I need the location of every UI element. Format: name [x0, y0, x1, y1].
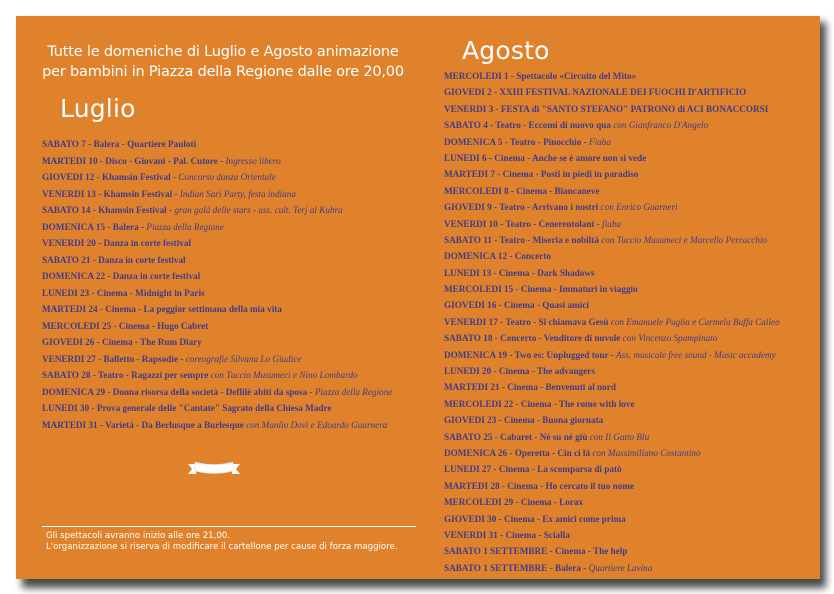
event-item	[444, 281, 814, 297]
event-item	[444, 248, 814, 264]
event-text: MERCOLEDI 29 - Cinema - Lorax	[444, 497, 584, 508]
event-text: SABATO 7 - Balera - Quartiere Pauloti	[42, 139, 197, 149]
event-text: VENERDI 13 - Khamsin Festival -	[42, 188, 180, 199]
event-item	[444, 117, 814, 133]
event-item	[444, 412, 814, 428]
event-item	[444, 199, 814, 215]
event-note: con Massimiliano Costantino	[592, 447, 701, 458]
agosto-heading: Agosto	[462, 36, 550, 65]
event-text: DOMENICA 22 - Danza in corte festival	[42, 271, 201, 281]
event-note: Piazza della Regione	[314, 386, 393, 397]
event-text: SABATO 21 - Danza in corte festival	[42, 254, 186, 265]
event-item	[444, 396, 814, 412]
event-text: MARTEDI 24 - Cinema - La peggior settimana della mia vita	[42, 304, 282, 314]
agosto-event-list	[444, 68, 814, 576]
event-text: VENERDI 27 - Balletto - Rapsodie -	[42, 353, 186, 364]
event-note: Piazza della Regione	[146, 221, 224, 232]
event-text: MERCOLEDI 8 - Cinema - Biancaneve	[444, 185, 600, 196]
event-item	[444, 330, 814, 346]
event-text: MARTEDI 28 - Cinema - Ho cercato il tuo nome	[444, 480, 635, 491]
event-text: VENERDI 10 - Teatro - Cenerentolant -	[444, 218, 603, 229]
event-item	[444, 232, 814, 248]
event-note: con Gianfranco D'Angelo	[613, 120, 709, 131]
program-page	[16, 16, 820, 579]
footer-divider	[42, 526, 416, 527]
event-item	[444, 527, 814, 543]
event-text: MARTEDI 31 - Varietà - Da Berlusque a Burlesque	[42, 419, 247, 430]
event-text: SABATO 1 SETTEMBRE - Cinema - The help	[444, 546, 628, 557]
event-item	[444, 150, 814, 166]
event-text: VENERDI 17 - Teatro - Si chiamava Gesù	[444, 316, 611, 327]
luglio-event-list	[42, 136, 412, 433]
intro-text	[42, 42, 404, 82]
event-text: VENERDI 3 - FESTA di "SANTO STEFANO" PATRONO di ACI BONACCORSI	[444, 103, 769, 114]
event-note: Ass. musicale free sound - Music accademy	[616, 349, 776, 360]
ribbon-ornament	[186, 458, 242, 478]
event-item	[42, 186, 412, 203]
event-item	[444, 183, 814, 199]
event-item	[444, 560, 814, 576]
event-item	[42, 384, 412, 401]
event-item	[444, 543, 814, 559]
event-text: DOMENICA 5 - Teatro - Pinocchio -	[444, 136, 590, 147]
event-note: Concorso danza Orientale	[178, 172, 276, 182]
event-item	[444, 101, 814, 117]
event-text: DOMENICA 15 - Balera -	[42, 221, 147, 232]
event-item	[42, 400, 412, 417]
event-item	[444, 461, 814, 477]
event-item	[42, 301, 412, 318]
event-text: GIOVEDI 12 - Khamsin Festival -	[42, 172, 179, 182]
event-text: GIOVEDI 30 - Cinema - Ex amici come prima	[444, 513, 626, 524]
event-text: SABATO 1 SETTEMBRE - Balera -	[444, 562, 589, 573]
event-item	[444, 347, 814, 363]
event-item	[444, 363, 814, 379]
event-note: gran galà delle stars - ass. cult. Terj al Kubra	[174, 205, 343, 215]
footer-note	[46, 531, 416, 553]
event-note: con Manlio Dovì e Edoardo Guarnera	[246, 419, 388, 430]
event-text: LUNEDI 20 - Cinema - The advangers	[444, 366, 595, 377]
event-text: GIOVEDI 2 - XXIII FESTIVAL NAZIONALE DEI FUOCHI D'ARTIFICIO	[444, 87, 747, 98]
event-note: con Tuccio Musumeci e Nino Lombardo	[210, 370, 358, 380]
event-note: con Vincenzo Spampinato	[622, 333, 718, 344]
event-note: fiaba	[602, 218, 622, 229]
event-text: MERCOLEDI 25 - Cinema - Hugo Cabret	[42, 320, 209, 331]
event-item	[42, 318, 412, 335]
event-item	[42, 367, 412, 384]
event-text: LUNEDI 13 - Cinema - Dark Shadows	[444, 267, 595, 278]
event-note: Indian Sari Party, festa indiana	[179, 188, 296, 199]
footer-line-2: L'organizzazione si riserva di modificare il cartellone per cause di forza maggiore.	[46, 542, 398, 552]
event-item	[42, 252, 412, 269]
event-text: SABATO 28 - Teatro - Ragazzi per sempre	[42, 370, 211, 380]
event-item	[444, 166, 814, 182]
event-item	[444, 511, 814, 527]
event-note: con Enrico Guarneri	[600, 202, 678, 213]
event-text: SABATO 25 - Cabaret - Né su né giù	[444, 431, 590, 442]
event-item	[42, 351, 412, 368]
event-note: Ingresso libero	[225, 155, 281, 166]
luglio-heading: Luglio	[60, 94, 136, 123]
event-item	[444, 84, 814, 100]
event-item	[444, 445, 814, 461]
event-item	[42, 219, 412, 236]
event-item	[444, 429, 814, 445]
event-text: MARTEDI 7 - Cinema - Posti in piedi in paradiso	[444, 169, 639, 180]
event-item	[444, 314, 814, 330]
event-text: MERCOLEDI 22 - Cinema - The rome with love	[444, 398, 635, 409]
event-text: DOMENICA 12 - Concerto	[444, 251, 551, 262]
event-note: con Tuccio Musumeci e Marcello Perracchio	[601, 234, 767, 245]
event-item	[444, 478, 814, 494]
event-note: coreografie Silvana Lo Giudice	[185, 353, 302, 364]
event-text: GIOVEDI 23 - Cinema - Buona giornata	[444, 415, 604, 426]
event-text: LUNEDI 30 - Prova generale delle "Cantate" Sagrato della Chiesa Madre	[42, 403, 332, 413]
event-text: SABATO 18 - Concerto - Venditore di nuvole	[444, 333, 623, 344]
event-text: LUNEDI 6 - Cinema - Anche se è amore non si vede	[444, 152, 647, 163]
event-text: MERCOLEDI 15 - Cinema - Immaturi in viaggio	[444, 284, 638, 295]
event-text: SABATO 11 - Teatro - Miseria e nobiltà	[444, 234, 602, 245]
event-note: Fiaba	[589, 136, 611, 147]
event-item	[444, 379, 814, 395]
event-note: con Il Gatto Blu	[589, 431, 650, 442]
event-item	[444, 494, 814, 510]
event-item	[444, 68, 814, 84]
event-text: VENERDI 20 - Danza in corte festival	[42, 238, 192, 248]
intro-line-1: Tutte le domeniche di Luglio e Agosto animazione	[47, 44, 399, 60]
event-text: MARTEDI 21 - Cinema - Benvenuti al nord	[444, 382, 616, 393]
event-text: GIOVEDI 9 - Teatro - Arrivano i nostri	[444, 202, 601, 213]
event-note: con Emanuele Puglia e Carmela Buffa Calleo	[610, 316, 780, 327]
event-text: VENERDI 31 - Cinema - Scialla	[444, 529, 570, 540]
event-note: Quartiere Lavina	[588, 562, 653, 573]
event-text: DOMENICA 29 - Donna risorsa della società - Deflilè abiti da sposa -	[42, 386, 315, 397]
event-item	[42, 235, 412, 252]
intro-line-2: per bambini in Piazza della Regione dalle ore 20,00	[42, 64, 404, 80]
event-item	[444, 297, 814, 313]
event-item	[444, 265, 814, 281]
event-item	[42, 202, 412, 219]
footer-line-1: Gli spettacoli avranno inizio alle ore 21,00.	[46, 531, 231, 541]
event-item	[42, 136, 412, 153]
event-text: SABATO 14 - Khamsin Festival -	[42, 205, 175, 215]
event-item	[444, 134, 814, 150]
event-text: MERCOLEDI 1 - Spettacolo «Circuito del Mito»	[444, 71, 637, 81]
event-item	[42, 285, 412, 302]
event-text: GIOVEDI 16 - Cinema - Quasi amici	[444, 300, 589, 311]
event-item	[42, 417, 412, 434]
event-text: LUNEDI 23 - Cinema - Midnight in Paris	[42, 287, 205, 298]
event-text: SABATO 4 - Teatro - Eccomi di nuovo qua	[444, 120, 614, 131]
event-text: LUNEDI 27 - Cinema - La scomparsa di patò	[444, 464, 622, 475]
event-item	[42, 153, 412, 170]
event-item	[42, 169, 412, 186]
event-text: DOMENICA 26 - Operetta - Cin ci là	[444, 447, 593, 458]
event-text: MARTEDI 10 - Disco - Giovani - Pal. Cutore -	[42, 155, 226, 166]
event-item	[42, 268, 412, 285]
event-text: DOMENICA 19 - Two es: Unplugged tour -	[444, 349, 617, 360]
event-text: GIOVEDI 26 - Cinema - The Rum Diary	[42, 337, 202, 347]
event-item	[42, 334, 412, 351]
event-item	[444, 216, 814, 232]
